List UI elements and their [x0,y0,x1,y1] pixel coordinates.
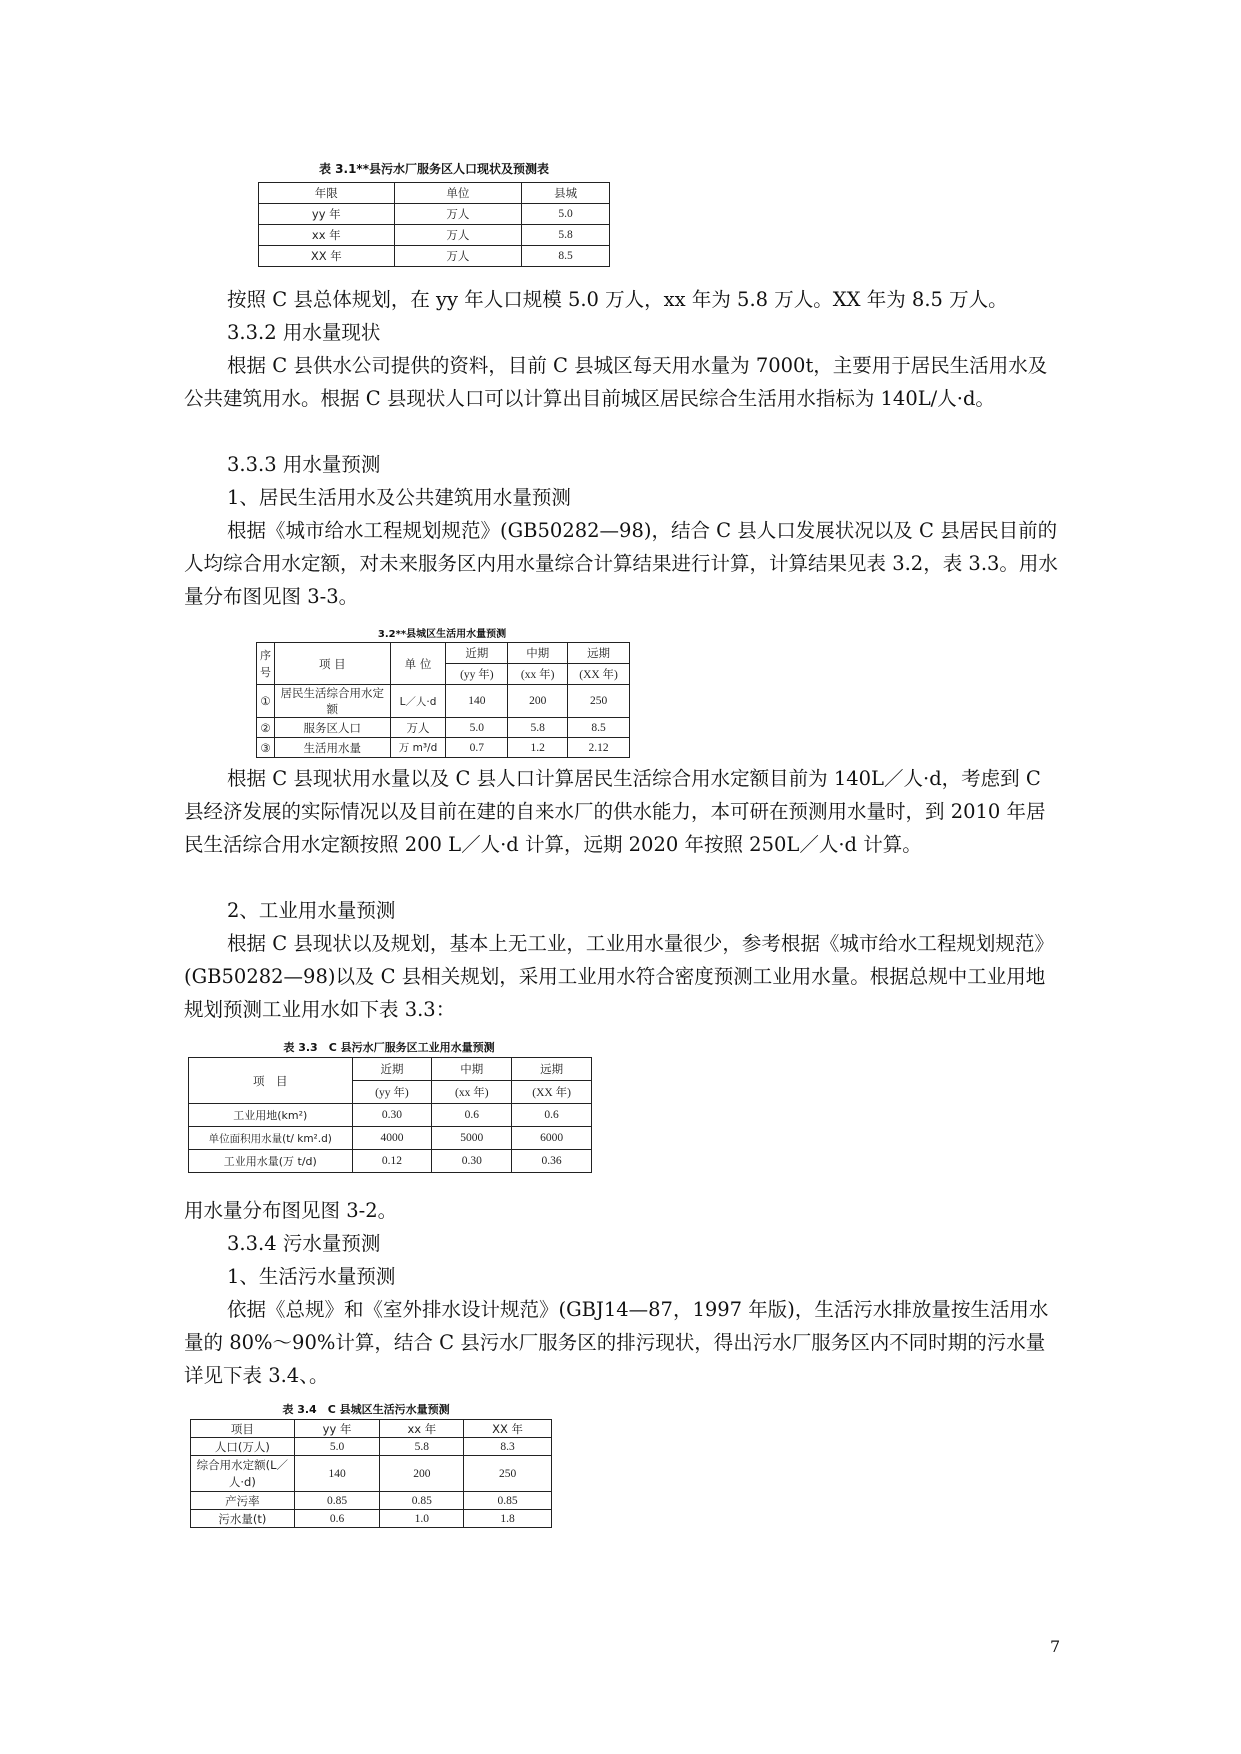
section-heading-3-3-4: 3.3.4 污水量预测 [227,1232,381,1255]
table1-cell: 5.8 [522,225,610,246]
table3-cell: 5000 [432,1127,512,1150]
table-row [189,1150,592,1173]
paragraph-population: 按照 C 县总体规划，在 yy 年人口规模 5.0 万人，xx 年为 5.8 万人。XX 年为 8.5 万人。 [227,288,1008,311]
table2-cell: 2.12 [568,738,630,758]
table4-cell: 综合用水定额(L／人·d) [191,1456,295,1492]
table2-header-near: 近期 [446,643,508,664]
paragraph-sewage: 依据《总规》和《室外排水设计规范》(GBJ14—87，1997 年版)，生活污水排放量按生活用水量的 80%～90%计算，结合 C 县污水厂服务区的排污现状，得出污水厂服务区内不同时期的污水量详见下表 3.4、。 [184,1298,1049,1387]
table2-cell: 居民生活综合用水定额 [274,685,390,718]
table4 [190,1419,552,1528]
table4-cell: 0.6 [294,1510,380,1528]
table4-cell: 140 [294,1456,380,1492]
table1-cell: 5.0 [522,204,610,225]
paragraph-water-status: 根据 C 县供水公司提供的资料，目前 C 县城区每天用水量为 7000t，主要用于居民生活用水及公共建筑用水。根据 C 县现状人口可以计算出目前城区居民综合生活用水指标为 140L/人·d。 [184,354,1048,410]
table4-cell: 人口(万人) [191,1438,295,1456]
table-row [257,685,630,718]
subheading-sewage: 1、生活污水量预测 [227,1265,396,1288]
table-row [259,225,610,246]
table2-cell: 生活用水量 [274,738,390,758]
table2-cell: 万人 [390,718,446,738]
table4-cell: 0.85 [464,1492,552,1510]
paragraph-distribution: 用水量分布图见图 3-2。 [184,1199,398,1222]
table2-header-unit: 单 位 [390,643,446,685]
table4-header-cell: 项目 [191,1420,295,1438]
table3-header-near-sub: (yy 年) [352,1081,432,1104]
table-row [257,738,630,758]
table-row [259,204,610,225]
table3-cell: 单位面积用水量(t/ km².d) [189,1127,353,1150]
table4-cell: 1.0 [380,1510,464,1528]
table2-cell: 140 [446,685,508,718]
table1 [258,182,610,267]
table1-cell: xx 年 [259,225,395,246]
paragraph-forecast-method: 根据《城市给水工程规划规范》(GB50282—98)，结合 C 县人口发展状况以及 C 县居民目前的人均综合用水定额，对未来服务区内用水量综合计算结果进行计算，计算结果见表 3.2，表 3.3。用水量分布图见图 3-3。 [184,519,1058,608]
table-row [191,1438,552,1456]
table-row [189,1104,592,1127]
table2-cell: ② [257,718,275,738]
table2-header-near-sub: (yy 年) [446,664,508,685]
table1-header-cell: 单位 [394,183,522,204]
table2-header-far-sub: (XX 年) [568,664,630,685]
table3-cell: 工业用水量(万 t/d) [189,1150,353,1173]
table3-header-far: 远期 [512,1058,592,1081]
subheading-industry-water: 2、工业用水量预测 [227,899,396,922]
table1-caption: 表 3.1**县污水厂服务区人口现状及预测表 [319,162,549,176]
table3-caption: 表 3.3 C 县污水厂服务区工业用水量预测 [283,1041,495,1054]
table-row [191,1492,552,1510]
paragraph-quota: 根据 C 县现状用水量以及 C 县人口计算居民生活综合用水定额目前为 140L／人·d，考虑到 C 县经济发展的实际情况以及目前在建的自来水厂的供水能力，本可研在预测用水量时，到 2010 年居民生活综合用水定额按照 200 L／人·d 计算，远期 2020 年按照 250L／人·d 计算。 [184,767,1046,856]
table2-cell: 5.8 [508,718,568,738]
table1-header-cell: 年限 [259,183,395,204]
section-heading-3-3-3: 3.3.3 用水量预测 [227,453,381,476]
table-row [191,1456,552,1492]
table2-header-far: 远期 [568,643,630,664]
table4-header-cell: xx 年 [380,1420,464,1438]
table3-cell: 0.36 [512,1150,592,1173]
table2-cell: 8.5 [568,718,630,738]
table2-cell: L／人·d [390,685,446,718]
table4-cell: 200 [380,1456,464,1492]
table4-cell: 1.8 [464,1510,552,1528]
table4-caption: 表 3.4 C 县城区生活污水量预测 [282,1403,450,1416]
table2-header-no: 序号 [257,643,275,685]
table2-cell: 5.0 [446,718,508,738]
table4-header-cell: XX 年 [464,1420,552,1438]
table3-cell: 0.30 [352,1104,432,1127]
table4-cell: 0.85 [380,1492,464,1510]
table1-header-row [259,183,610,204]
table3-cell: 0.6 [432,1104,512,1127]
table2-cell: 1.2 [508,738,568,758]
table2-cell: 服务区人口 [274,718,390,738]
table3-cell: 0.6 [512,1104,592,1127]
table3-header-row [189,1058,592,1081]
table4-cell: 5.8 [380,1438,464,1456]
page-number: 7 [1050,1637,1061,1656]
table2-header-row [257,643,630,664]
paragraph-industry: 根据 C 县现状以及规划，基本上无工业，工业用水量很少，参考根据《城市给水工程规划规范》(GB50282—98)以及 C 县相关规划，采用工业用水符合密度预测工业用水量。根据总规中工业用地规划预测工业用水如下表 3.3： [184,932,1054,1021]
table4-cell: 污水量(t) [191,1510,295,1528]
table3-cell: 工业用地(km²) [189,1104,353,1127]
table3-cell: 6000 [512,1127,592,1150]
table4-cell: 0.85 [294,1492,380,1510]
table3-header-near: 近期 [352,1058,432,1081]
table3 [188,1057,592,1173]
table4-cell: 8.3 [464,1438,552,1456]
table3-header-far-sub: (XX 年) [512,1081,592,1104]
table3-header-mid-sub: (xx 年) [432,1081,512,1104]
table2 [256,642,630,758]
table-row [259,246,610,267]
table2-cell: 200 [508,685,568,718]
table2-header-item: 项 目 [274,643,390,685]
subheading-resident-water: 1、居民生活用水及公共建筑用水量预测 [227,486,571,509]
table2-header-mid-sub: (xx 年) [508,664,568,685]
table2-cell: 万 m³/d [390,738,446,758]
table1-cell: yy 年 [259,204,395,225]
table3-cell: 4000 [352,1127,432,1150]
table-row [191,1510,552,1528]
table-row [189,1127,592,1150]
table3-cell: 0.12 [352,1150,432,1173]
table4-cell: 产污率 [191,1492,295,1510]
table1-cell: 万人 [394,225,522,246]
table2-caption: 3.2**县城区生活用水量预测 [377,629,507,640]
table4-header-row [191,1420,552,1438]
table4-header-cell: yy 年 [294,1420,380,1438]
table1-cell: XX 年 [259,246,395,267]
table1-cell: 8.5 [522,246,610,267]
table2-header-mid: 中期 [508,643,568,664]
table3-header-mid: 中期 [432,1058,512,1081]
table1-header-cell: 县城 [522,183,610,204]
table2-cell: 0.7 [446,738,508,758]
table2-cell: ③ [257,738,275,758]
table4-cell: 5.0 [294,1438,380,1456]
table-row [257,718,630,738]
table1-cell: 万人 [394,246,522,267]
section-heading-3-3-2: 3.3.2 用水量现状 [227,321,381,344]
table1-cell: 万人 [394,204,522,225]
table3-header-item: 项 目 [189,1058,353,1104]
table2-cell: ① [257,685,275,718]
table4-cell: 250 [464,1456,552,1492]
table2-cell: 250 [568,685,630,718]
table3-cell: 0.30 [432,1150,512,1173]
